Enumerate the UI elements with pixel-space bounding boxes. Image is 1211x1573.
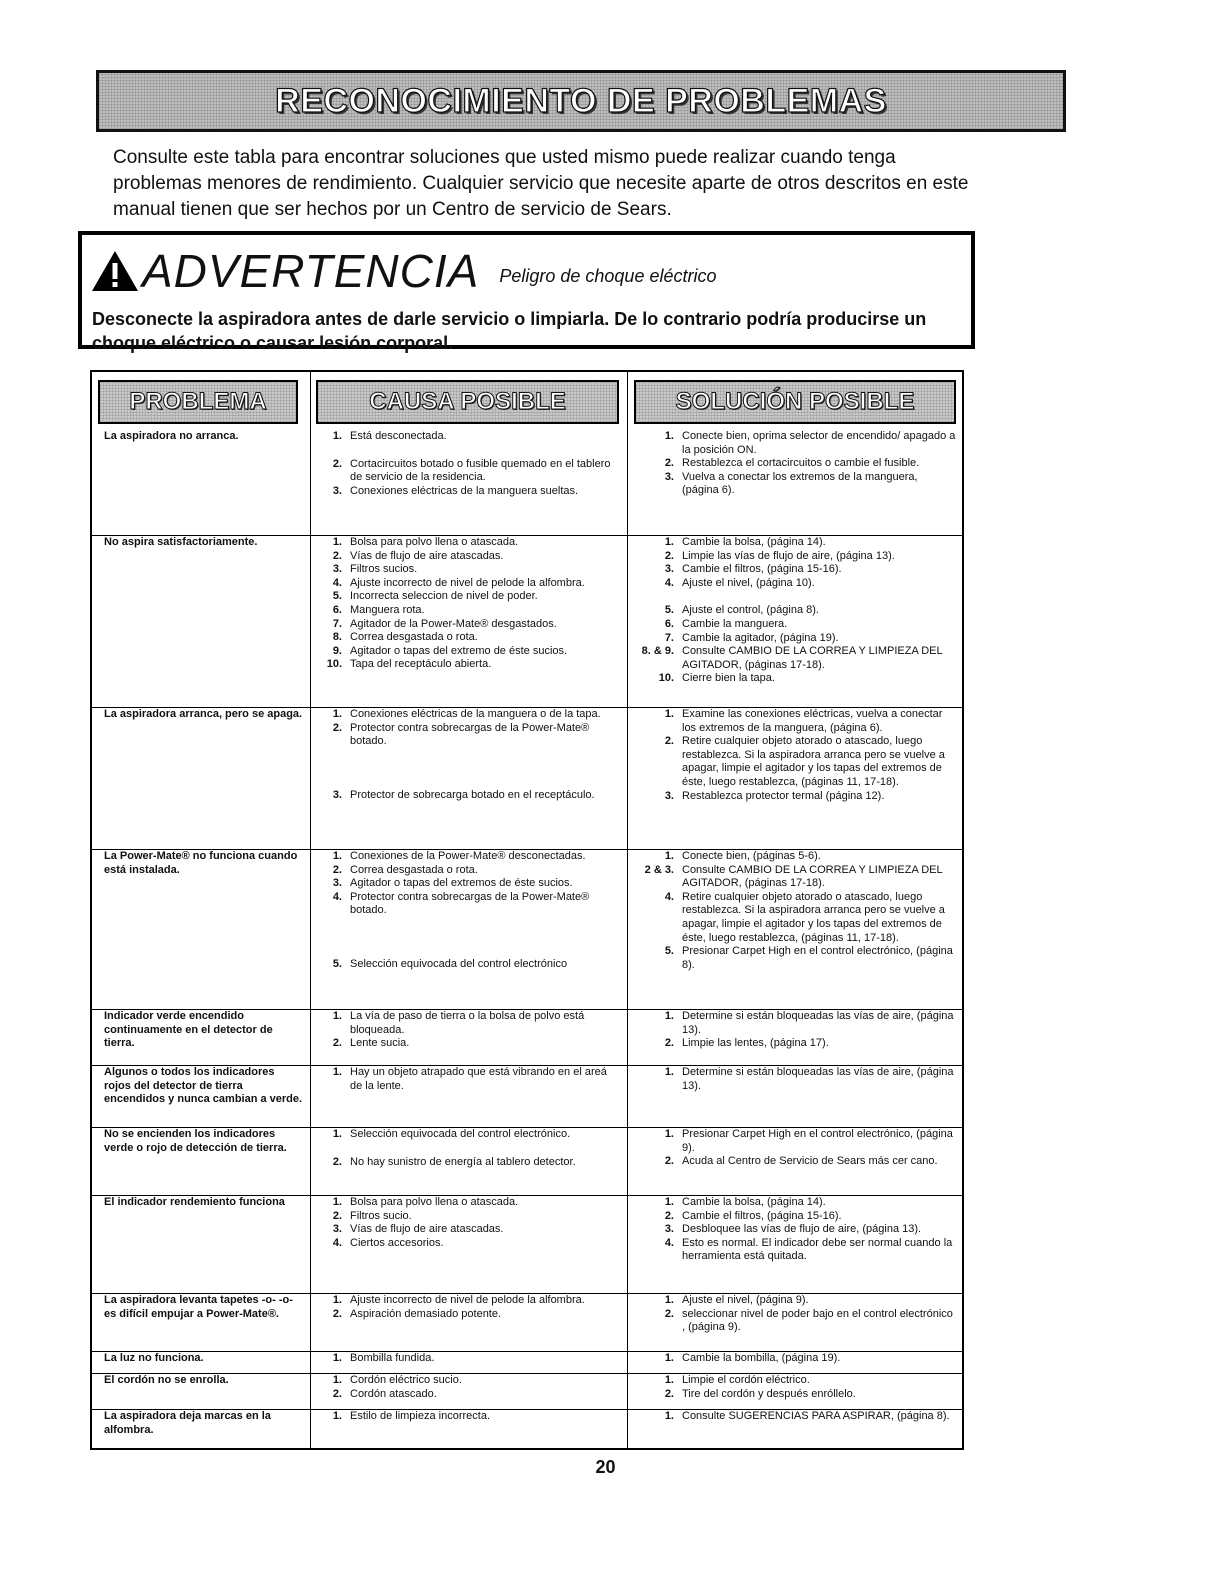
item-text: Bolsa para polvo llena o atascada.: [350, 1196, 519, 1208]
table-row: [92, 1128, 964, 1196]
solution-item: [632, 1066, 957, 1093]
solution-item: [632, 1210, 957, 1224]
item-number: 4.: [664, 1236, 674, 1249]
item-text: Ajuste incorrecto de nivel de pelode la alfombra.: [350, 1294, 585, 1306]
solution-item: [632, 618, 957, 632]
warning-heading: [90, 245, 717, 297]
item-text: Incorrecta seleccion de nivel de poder.: [350, 590, 538, 603]
cause-list: [322, 536, 622, 672]
item-number: 1.: [332, 1196, 342, 1208]
solution-list: [632, 1196, 957, 1264]
item-text: Esto es normal. El indicador debe ser normal cuando la herramienta está quitada.: [682, 1236, 953, 1263]
solution-list: [632, 430, 957, 498]
item-text: Tire del cordón y después enróllelo.: [682, 1387, 856, 1400]
problem-text: La luz no funciona.: [104, 1352, 204, 1364]
item-number: 1.: [332, 1352, 342, 1364]
cause-item: [322, 1037, 622, 1051]
warning-triangle-icon: [90, 249, 140, 293]
item-number: 2.: [332, 863, 342, 876]
table-row: [92, 708, 964, 850]
solution-item: [632, 850, 957, 864]
item-text: La vía de paso de tierra o la bolsa de polvo está bloqueada.: [350, 1010, 585, 1036]
item-number: 4.: [332, 890, 342, 903]
item-number: 1.: [332, 430, 342, 442]
cause-list: [322, 1128, 622, 1169]
item-text: Tapa del receptáculo abierta.: [350, 658, 492, 671]
item-number: 1.: [332, 1294, 342, 1306]
table-row: [92, 1010, 964, 1066]
solution-list: [632, 1294, 957, 1335]
item-text: Ajuste el control, (página 8).: [682, 604, 819, 617]
cause-item: [322, 604, 622, 618]
item-text: No hay sunistro de energía al tablero detector.: [350, 1155, 576, 1168]
table-row: [92, 1294, 964, 1352]
cause-item: [322, 563, 622, 577]
solution-list: [632, 1410, 957, 1424]
item-number: 1.: [664, 708, 674, 720]
header-problem: [98, 380, 298, 424]
item-text: Ciertos accesorios.: [350, 1236, 444, 1249]
item-text: Aspiración demasiado potente.: [350, 1307, 502, 1320]
item-text: Ajuste incorrecto de nivel de pelode la alfombra.: [350, 576, 585, 589]
solution-item: [632, 604, 957, 618]
cause-list: [322, 850, 622, 972]
item-text: Retire cualquier objeto atorado o atascado, luego restablezca. Si la aspiradora arranca pero se vuelve a apagar, limpie el agitador y los tapas del extremos de éste, luego restablezca, (páginas 11, 17-18).: [682, 890, 945, 944]
item-text: Correa desgastada o rota.: [350, 631, 478, 644]
item-number: 1.: [332, 1066, 342, 1078]
item-number: 5.: [664, 945, 674, 958]
item-number: 5.: [664, 604, 674, 617]
item-text: Filtros sucios.: [350, 563, 418, 576]
item-text: Examine las conexiones eléctricas, vuelva a conectar los extremos de la manguera, (página 6).: [682, 708, 943, 734]
item-number: 1.: [664, 430, 674, 442]
item-text: Correa desgastada o rota.: [350, 863, 478, 876]
item-text: Acuda al Centro de Servicio de Sears más cer cano.: [682, 1155, 938, 1168]
cause-item: [322, 864, 622, 878]
cause-item: [322, 1388, 622, 1402]
item-text: Restablezca protector termal (página 12).: [682, 789, 885, 802]
item-number: 3.: [664, 789, 674, 802]
item-number: 2.: [664, 1387, 674, 1400]
header-solution: [634, 380, 956, 424]
item-text: seleccionar nivel de poder bajo en el control electrónico , (página 9).: [682, 1307, 953, 1334]
item-number: 2.: [332, 721, 342, 734]
item-text: Consulte CAMBIO DE LA CORREA Y LIMPIEZA DEL AGITADOR, (páginas 17-18).: [682, 863, 943, 890]
cause-item: [322, 1352, 622, 1366]
item-number: 1.: [332, 1128, 342, 1140]
item-text: Manguera rota.: [350, 603, 425, 616]
item-number: 1.: [664, 850, 674, 862]
item-number: 2.: [332, 1037, 342, 1050]
item-text: Conexiones eléctricas de la manguera o de la tapa.: [350, 708, 601, 720]
cause-item: [322, 536, 622, 550]
item-text: Cambie la bolsa, (página 14).: [682, 536, 826, 548]
item-number: 4.: [664, 576, 674, 589]
warning-subtitle: Peligro de choque eléctrico: [499, 266, 717, 286]
item-text: Cambie la manguera.: [682, 617, 788, 630]
item-number: 10.: [326, 658, 342, 671]
item-number: 1.: [332, 1010, 342, 1022]
solution-item: [632, 1155, 957, 1169]
item-text: Vías de flujo de aire atascadas.: [350, 549, 504, 562]
table-row: [92, 536, 964, 708]
solution-item: [632, 577, 957, 591]
item-number: 2.: [664, 735, 674, 748]
item-number: 2.: [664, 549, 674, 562]
page-title: RECONOCIMIENTO DE PROBLEMAS: [275, 81, 887, 120]
item-number: 1.: [664, 1352, 674, 1364]
item-text: Retire cualquier objeto atorado o atascado, luego restablezca. Si la aspiradora arranca pero se vuelve a apagar, limpie el agitador y los tapas del extremos de éste, luego restablezca, (páginas 11, 17-18).: [682, 735, 945, 788]
item-text: Filtros sucio.: [350, 1209, 412, 1222]
solution-item: [632, 550, 957, 564]
solution-item: [632, 945, 957, 972]
cause-item: [322, 1010, 622, 1037]
item-text: Protector de sobrecarga botado en el receptáculo.: [350, 788, 595, 801]
warning-box: [78, 231, 975, 353]
solution-item: [632, 1223, 957, 1237]
item-number: 1.: [664, 1128, 674, 1140]
cause-item: [322, 877, 622, 891]
item-text: Bolsa para polvo llena o atascada.: [350, 536, 519, 548]
cause-item: [322, 722, 622, 749]
item-number: 3.: [332, 1223, 342, 1236]
item-text: Hay un objeto atrapado que está vibrando en el areá de la lente.: [350, 1066, 607, 1092]
item-text: Bombilla fundida.: [350, 1352, 435, 1364]
item-text: Limpie las vías de flujo de aire, (página 13).: [682, 549, 895, 562]
cause-list: [322, 1374, 622, 1401]
cause-item: [322, 1128, 622, 1142]
cause-item: [322, 485, 622, 499]
item-text: Selección equivocada del control electrónico: [350, 957, 568, 970]
solution-item: [632, 1128, 957, 1155]
item-text: Desbloquee las vías de flujo de aire, (página 13).: [682, 1223, 922, 1236]
item-number: 5.: [332, 957, 342, 970]
cause-item: [322, 550, 622, 564]
item-text: Vuelva a conectar los extremos de la manguera, (página 6).: [682, 470, 918, 497]
item-text: Agitador o tapas del extremos de éste sucios.: [350, 877, 573, 890]
table-row: [92, 1410, 964, 1450]
solution-list: [632, 536, 957, 686]
cause-item: [322, 658, 622, 672]
item-number: 1.: [664, 1294, 674, 1306]
solution-list: [632, 1128, 957, 1169]
solution-item: [632, 708, 957, 735]
item-number: 2.: [332, 1209, 342, 1222]
item-text: Agitador o tapas del extremo de éste sucios.: [350, 644, 568, 657]
item-number: 3.: [332, 788, 342, 801]
cause-item: [322, 1237, 622, 1251]
table-row: [92, 1352, 964, 1374]
item-number: 1.: [332, 708, 342, 720]
solution-item: [632, 645, 957, 672]
item-text: Conecte bien, (páginas 5-6).: [682, 850, 821, 862]
item-text: Ajuste el nivel, (página 10).: [682, 576, 815, 589]
item-number: 1.: [664, 1196, 674, 1208]
cause-list: [322, 1352, 622, 1366]
solution-item: [632, 790, 957, 804]
solution-item: [632, 471, 957, 498]
cause-list: [322, 1294, 622, 1321]
cause-item: [322, 789, 622, 803]
cause-item: [322, 958, 622, 972]
item-number: 2.: [664, 1037, 674, 1050]
cause-list: [322, 708, 622, 802]
solution-item: [632, 1196, 957, 1210]
cause-item: [322, 1066, 622, 1093]
item-number: 4.: [664, 890, 674, 903]
solution-item: [632, 1352, 957, 1366]
problem-text: La Power-Mate® no funciona cuando está instalada.: [104, 850, 298, 876]
item-number: 2.: [332, 1155, 342, 1168]
item-number: 2.: [332, 549, 342, 562]
header-cause-label: CAUSA POSIBLE: [369, 388, 566, 415]
solution-item: [632, 1237, 957, 1264]
solution-list: [632, 1374, 957, 1401]
cause-list: [322, 1010, 622, 1051]
cause-list: [322, 1410, 622, 1424]
solution-item: [632, 735, 957, 789]
item-number: 3.: [332, 484, 342, 497]
solution-item: [632, 1010, 957, 1037]
item-text: Cambie el filtros, (página 15-16).: [682, 563, 842, 576]
cause-list: [322, 430, 622, 498]
item-number: 1.: [332, 1374, 342, 1386]
cause-item: [322, 645, 622, 659]
item-text: Restablezca el cortacircuitos o cambie el fusible.: [682, 457, 920, 470]
item-number: 2.: [664, 457, 674, 470]
title-banner: [96, 70, 1066, 132]
item-text: Cordón eléctrico sucio.: [350, 1374, 462, 1386]
item-number: 7.: [664, 631, 674, 644]
item-text: Presionar Carpet High en el control electrónico, (página 8).: [682, 945, 953, 971]
item-text: Limpie las lentes, (página 17).: [682, 1037, 829, 1050]
item-number: 2.: [332, 1387, 342, 1400]
item-number: 3.: [332, 877, 342, 890]
problem-text: La aspiradora no arranca.: [104, 430, 239, 442]
solution-list: [632, 1066, 957, 1093]
cause-item: [322, 1410, 622, 1424]
problem-text: El indicador rendemiento funciona: [104, 1196, 285, 1208]
item-number: 3.: [332, 563, 342, 576]
cause-item: [322, 618, 622, 632]
solution-item: [632, 1308, 957, 1335]
solution-item: [632, 457, 957, 471]
problem-text: No aspira satisfactoriamente.: [104, 536, 258, 548]
cause-item: [322, 577, 622, 591]
item-text: Vías de flujo de aire atascadas.: [350, 1223, 504, 1236]
solution-item: [632, 1410, 957, 1424]
item-text: Cierre bien la tapa.: [682, 672, 775, 685]
item-number: 2 & 3.: [644, 863, 674, 876]
item-number: 1.: [664, 1374, 674, 1386]
solution-item: [632, 1374, 957, 1388]
cause-item: [322, 850, 622, 864]
solution-list: [632, 708, 957, 803]
cause-item: [322, 1223, 622, 1237]
warning-word: ADVERTENCIA: [142, 245, 480, 297]
item-number: 3.: [664, 563, 674, 576]
table-row: [92, 1066, 964, 1128]
item-number: 3.: [664, 470, 674, 483]
cause-item: [322, 1308, 622, 1322]
page-number: 20: [595, 1457, 616, 1477]
item-number: 7.: [332, 617, 342, 630]
item-text: Estilo de limpieza incorrecta.: [350, 1410, 491, 1422]
solution-list: [632, 850, 957, 972]
table-row: [92, 1196, 964, 1294]
item-text: Presionar Carpet High en el control electrónico, (página 9).: [682, 1128, 953, 1154]
solution-item: [632, 891, 957, 945]
item-number: 2.: [664, 1307, 674, 1320]
table-row: [92, 430, 964, 536]
problem-text: La aspiradora deja marcas en la alfombra.: [104, 1410, 271, 1436]
item-number: 4.: [332, 576, 342, 589]
cause-item: [322, 458, 622, 485]
item-number: 1.: [664, 536, 674, 548]
item-text: Determine si están bloqueadas las vías de aire, (página 13).: [682, 1066, 954, 1092]
solution-item: [632, 672, 957, 686]
cause-item: [322, 1374, 622, 1388]
item-text: Cambie el filtros, (página 15-16).: [682, 1209, 842, 1222]
cause-item: [322, 1210, 622, 1224]
item-text: Agitador de la Power-Mate® desgastados.: [350, 617, 557, 630]
troubleshooting-table: [90, 370, 964, 1450]
item-number: 1.: [332, 536, 342, 548]
item-number: 2.: [332, 1307, 342, 1320]
item-text: Cambie la bolsa, (página 14).: [682, 1196, 826, 1208]
item-text: Determine si están bloqueadas las vías de aire, (página 13).: [682, 1010, 954, 1036]
problem-text: La aspiradora arranca, pero se apaga.: [104, 708, 303, 720]
item-number: 1.: [664, 1410, 674, 1422]
item-number: 6.: [332, 603, 342, 616]
warning-text: Desconecte la aspiradora antes de darle servicio o limpiarla. De lo contrario podría producirse un choque eléctrico o causar lesión corporal.: [92, 309, 927, 353]
item-number: 2.: [664, 1209, 674, 1222]
item-text: Cordón atascado.: [350, 1387, 437, 1400]
item-text: Selección equivocada del control electrónico.: [350, 1128, 571, 1140]
item-number: 8. & 9.: [641, 645, 674, 658]
problem-text: No se encienden los indicadores verde o rojo de detección de tierra.: [104, 1128, 287, 1154]
solution-item: [632, 1388, 957, 1402]
problem-text: El cordón no se enrolla.: [104, 1374, 229, 1386]
item-number: 6.: [664, 617, 674, 630]
item-text: Cortacircuitos botado o fusible quemado en el tablero de servicio de la residencia.: [350, 457, 611, 484]
item-text: Conexiones de la Power-Mate® desconectadas.: [350, 850, 586, 862]
item-text: Protector contra sobrecargas de la Power-Mate® botado.: [350, 721, 590, 748]
solution-item: [632, 864, 957, 891]
item-text: Ajuste el nivel, (página 9).: [682, 1294, 809, 1306]
solution-item: [632, 1294, 957, 1308]
item-number: 3.: [664, 1223, 674, 1236]
item-text: Conecte bien, oprima selector de encendido/ apagado a la posición ON.: [682, 430, 956, 456]
solution-item: [632, 536, 957, 550]
solution-item: [632, 563, 957, 577]
problem-text: Indicador verde encendido continuamente en el detector de tierra.: [104, 1010, 273, 1050]
solution-item: [632, 430, 957, 457]
item-text: Limpie el cordón eléctrico.: [682, 1374, 810, 1386]
item-number: 1.: [332, 850, 342, 862]
header-problem-label: PROBLEMA: [129, 388, 267, 415]
solution-item: [632, 632, 957, 646]
item-number: 1.: [664, 1066, 674, 1078]
cause-item: [322, 430, 622, 444]
item-text: Conexiones eléctricas de la manguera sueltas.: [350, 484, 579, 497]
problem-text: Algunos o todos los indicadores rojos del detector de tierra encendidos y nunca cambian a verde.: [104, 1066, 303, 1106]
item-text: Cambie la agitador, (página 19).: [682, 631, 839, 644]
item-number: 9.: [332, 644, 342, 657]
header-cause: [316, 380, 619, 424]
item-text: Está desconectada.: [350, 430, 447, 442]
cause-item: [322, 1294, 622, 1308]
cause-item: [322, 631, 622, 645]
table-row: [92, 850, 964, 1010]
solution-list: [632, 1352, 957, 1366]
cause-item: [322, 590, 622, 604]
solution-list: [632, 1010, 957, 1051]
table-row: [92, 1374, 964, 1410]
header-solution-label: SOLUCIÓN POSIBLE: [675, 388, 915, 415]
item-text: Consulte CAMBIO DE LA CORREA Y LIMPIEZA DEL AGITADOR, (páginas 17-18).: [682, 645, 943, 671]
cause-list: [322, 1066, 622, 1093]
item-text: Consulte SUGERENCIAS PARA ASPIRAR, (página 8).: [682, 1410, 950, 1422]
cause-list: [322, 1196, 622, 1250]
item-number: 8.: [332, 631, 342, 644]
solution-item: [632, 1037, 957, 1051]
item-text: Lente sucia.: [350, 1037, 410, 1050]
cause-item: [322, 708, 622, 722]
item-number: 1.: [664, 1010, 674, 1022]
item-number: 5.: [332, 590, 342, 603]
item-text: Protector contra sobrecargas de la Power-Mate® botado.: [350, 890, 590, 917]
item-number: 4.: [332, 1236, 342, 1249]
cause-item: [322, 1196, 622, 1210]
item-number: 10.: [658, 672, 674, 685]
item-number: 2.: [664, 1155, 674, 1168]
problem-text: La aspiradora levanta tapetes -o- -o- es difícil empujar a Power-Mate®.: [104, 1294, 293, 1320]
item-text: Cambie la bombilla, (página 19).: [682, 1352, 841, 1364]
item-number: 1.: [332, 1410, 342, 1422]
cause-item: [322, 1156, 622, 1170]
item-number: 2.: [332, 457, 342, 470]
cause-item: [322, 891, 622, 918]
intro-paragraph: Consulte este tabla para encontrar soluciones que usted mismo puede realizar cuando tenga problemas menores de rendimiento. Cualquier servicio que necesite aparte de otros descritos en este manual tienen que ser hechos por un Centro de servicio de Sears.: [113, 147, 969, 220]
